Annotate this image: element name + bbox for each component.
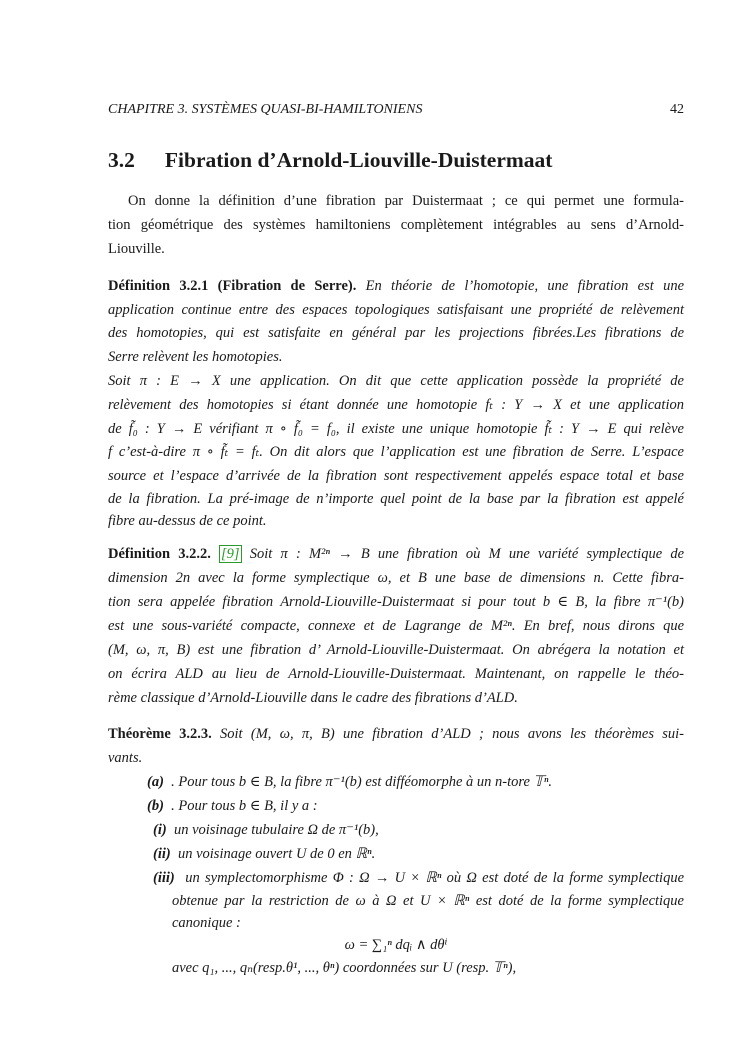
section-name: Fibration d’Arnold-Liouville-Duistermaat (164, 148, 553, 172)
paragraph-line: est une sous-variété compacte, connexe et de Lagrange de M²ⁿ. En bref, nous dirons que (108, 618, 684, 634)
paragraph-line: des homotopies, qui est satisfaite en général par les projections fibrées.Les fibrations de (108, 325, 684, 341)
paragraph-line: de la fibration. La pré-image de n’importe quel point de la base par la fibration est appelé (108, 491, 684, 507)
paragraph-line: de f̃₀ : Y → E vérifiant π ∘ f̃₀ = f₀, il existe une unique homotopie f̃ₜ : Y → E qui relève (108, 421, 684, 437)
item-tag: (ii) (153, 846, 171, 862)
definition-label: Définition 3.2.1 (108, 278, 209, 294)
paragraph-line: (M, ω, π, B) est une fibration d’ Arnold-Liouville-Duistermaat. On abrégera la notation et (108, 642, 684, 658)
paragraph-line: source et l’espace d’arrivée de la fibration sont respectivement appelés espace total et base (108, 468, 684, 484)
definition-text: En théorie de l’homotopie, une fibration est une (365, 278, 685, 294)
intro-line: Liouville. (108, 241, 165, 257)
definition-name: (Fibration de Serre). (217, 278, 357, 294)
paragraph-line: Soit π : E → X une application. On dit que cette application possède la propriété de (108, 373, 684, 389)
intro-line: tion géométrique des systèmes hamiltoniens complètement intégrables au sens d’Arnold- (108, 217, 684, 233)
page-number: 42 (670, 102, 684, 117)
theorem-text: vants. (108, 750, 143, 766)
theorem-continuation: canonique : (172, 915, 241, 931)
definition-heading (108, 545, 684, 563)
citation-link[interactable]: [9] (221, 546, 240, 562)
paragraph-line: f c’est-à-dire π ∘ f̃ₜ = fₜ. On dit alors que l’application est une fibration de Serre. L’espace (108, 444, 684, 460)
paragraph-line: fibre au-dessus de ce point. (108, 513, 267, 529)
paragraph-line: relèvement des homotopies si étant donnée une homotopie fₜ : Y → X et une application (108, 397, 684, 413)
item-tag: (i) (153, 822, 167, 838)
theorem-label: Théorème 3.2.3. (108, 726, 212, 742)
intro-line: On donne la définition d’une fibration par Duistermaat ; ce qui permet une formula- (128, 193, 684, 209)
theorem-item (153, 869, 684, 887)
section-title (108, 148, 552, 173)
theorem-text: Soit (M, ω, π, B) une fibration d’ALD ; nous avons les théorèmes sui- (220, 726, 685, 742)
item-text: un symplectomorphisme Φ : Ω → U × ℝⁿ où Ω est doté de la forme symplectique (185, 870, 685, 886)
paragraph-line: tion sera appelée fibration Arnold-Liouville-Duistermaat si pour tout b ∈ B, la fibre π⁻¹(b) (108, 594, 684, 610)
paragraph-line: application continue entre des espaces topologiques satisfaisant une propriété de relèvement (108, 302, 684, 318)
theorem-item (147, 797, 684, 815)
paragraph-line: Serre relèvent les homotopies. (108, 349, 283, 365)
theorem-item (153, 845, 684, 863)
running-header-chapter: CHAPITRE 3. SYSTÈMES QUASI-BI-HAMILTONIENS (108, 102, 423, 117)
item-text: un voisinage tubulaire Ω de π⁻¹(b), (173, 822, 379, 838)
definition-label: Définition 3.2.2. (108, 546, 211, 562)
item-tag: (iii) (153, 870, 175, 886)
item-text: un voisinage ouvert U de 0 en ℝⁿ. (177, 846, 376, 862)
theorem-text: avec q₁, ..., qₙ(resp.θ¹, ..., θⁿ) coordonnées sur U (resp. 𝕋ⁿ), (172, 960, 517, 976)
paragraph-line: dimension 2n avec la forme symplectique ω, et B une base de dimensions n. Cette fibra- (108, 570, 684, 586)
theorem-item (153, 821, 684, 839)
item-tag: (a) (147, 774, 164, 790)
theorem-heading (108, 725, 684, 743)
item-text: . Pour tous b ∈ B, la fibre π⁻¹(b) est difféomorphe à un n-tore 𝕋ⁿ. (171, 774, 553, 790)
theorem-continuation: obtenue par la restriction de ω à Ω et U × ℝⁿ est doté de la forme symplectique (172, 893, 684, 909)
definition-text: Soit π : M²ⁿ → B une fibration où M une variété symplectique de (249, 546, 685, 562)
paragraph-line: on écrira ALD au lieu de Arnold-Liouville-Duistermaat. Maintenant, on rappelle le théo- (108, 666, 684, 682)
theorem-item (147, 773, 684, 791)
item-tag: (b) (147, 798, 164, 814)
item-text: . Pour tous b ∈ B, il y a : (171, 798, 318, 814)
formula: ω = ∑₁ⁿ dqᵢ ∧ dθⁱ (344, 937, 448, 953)
paragraph-line: rème classique d’Arnold-Liouville dans le cadre des fibrations d’ALD. (108, 690, 518, 706)
definition-heading (108, 277, 684, 295)
section-number: 3.2 (108, 148, 135, 172)
